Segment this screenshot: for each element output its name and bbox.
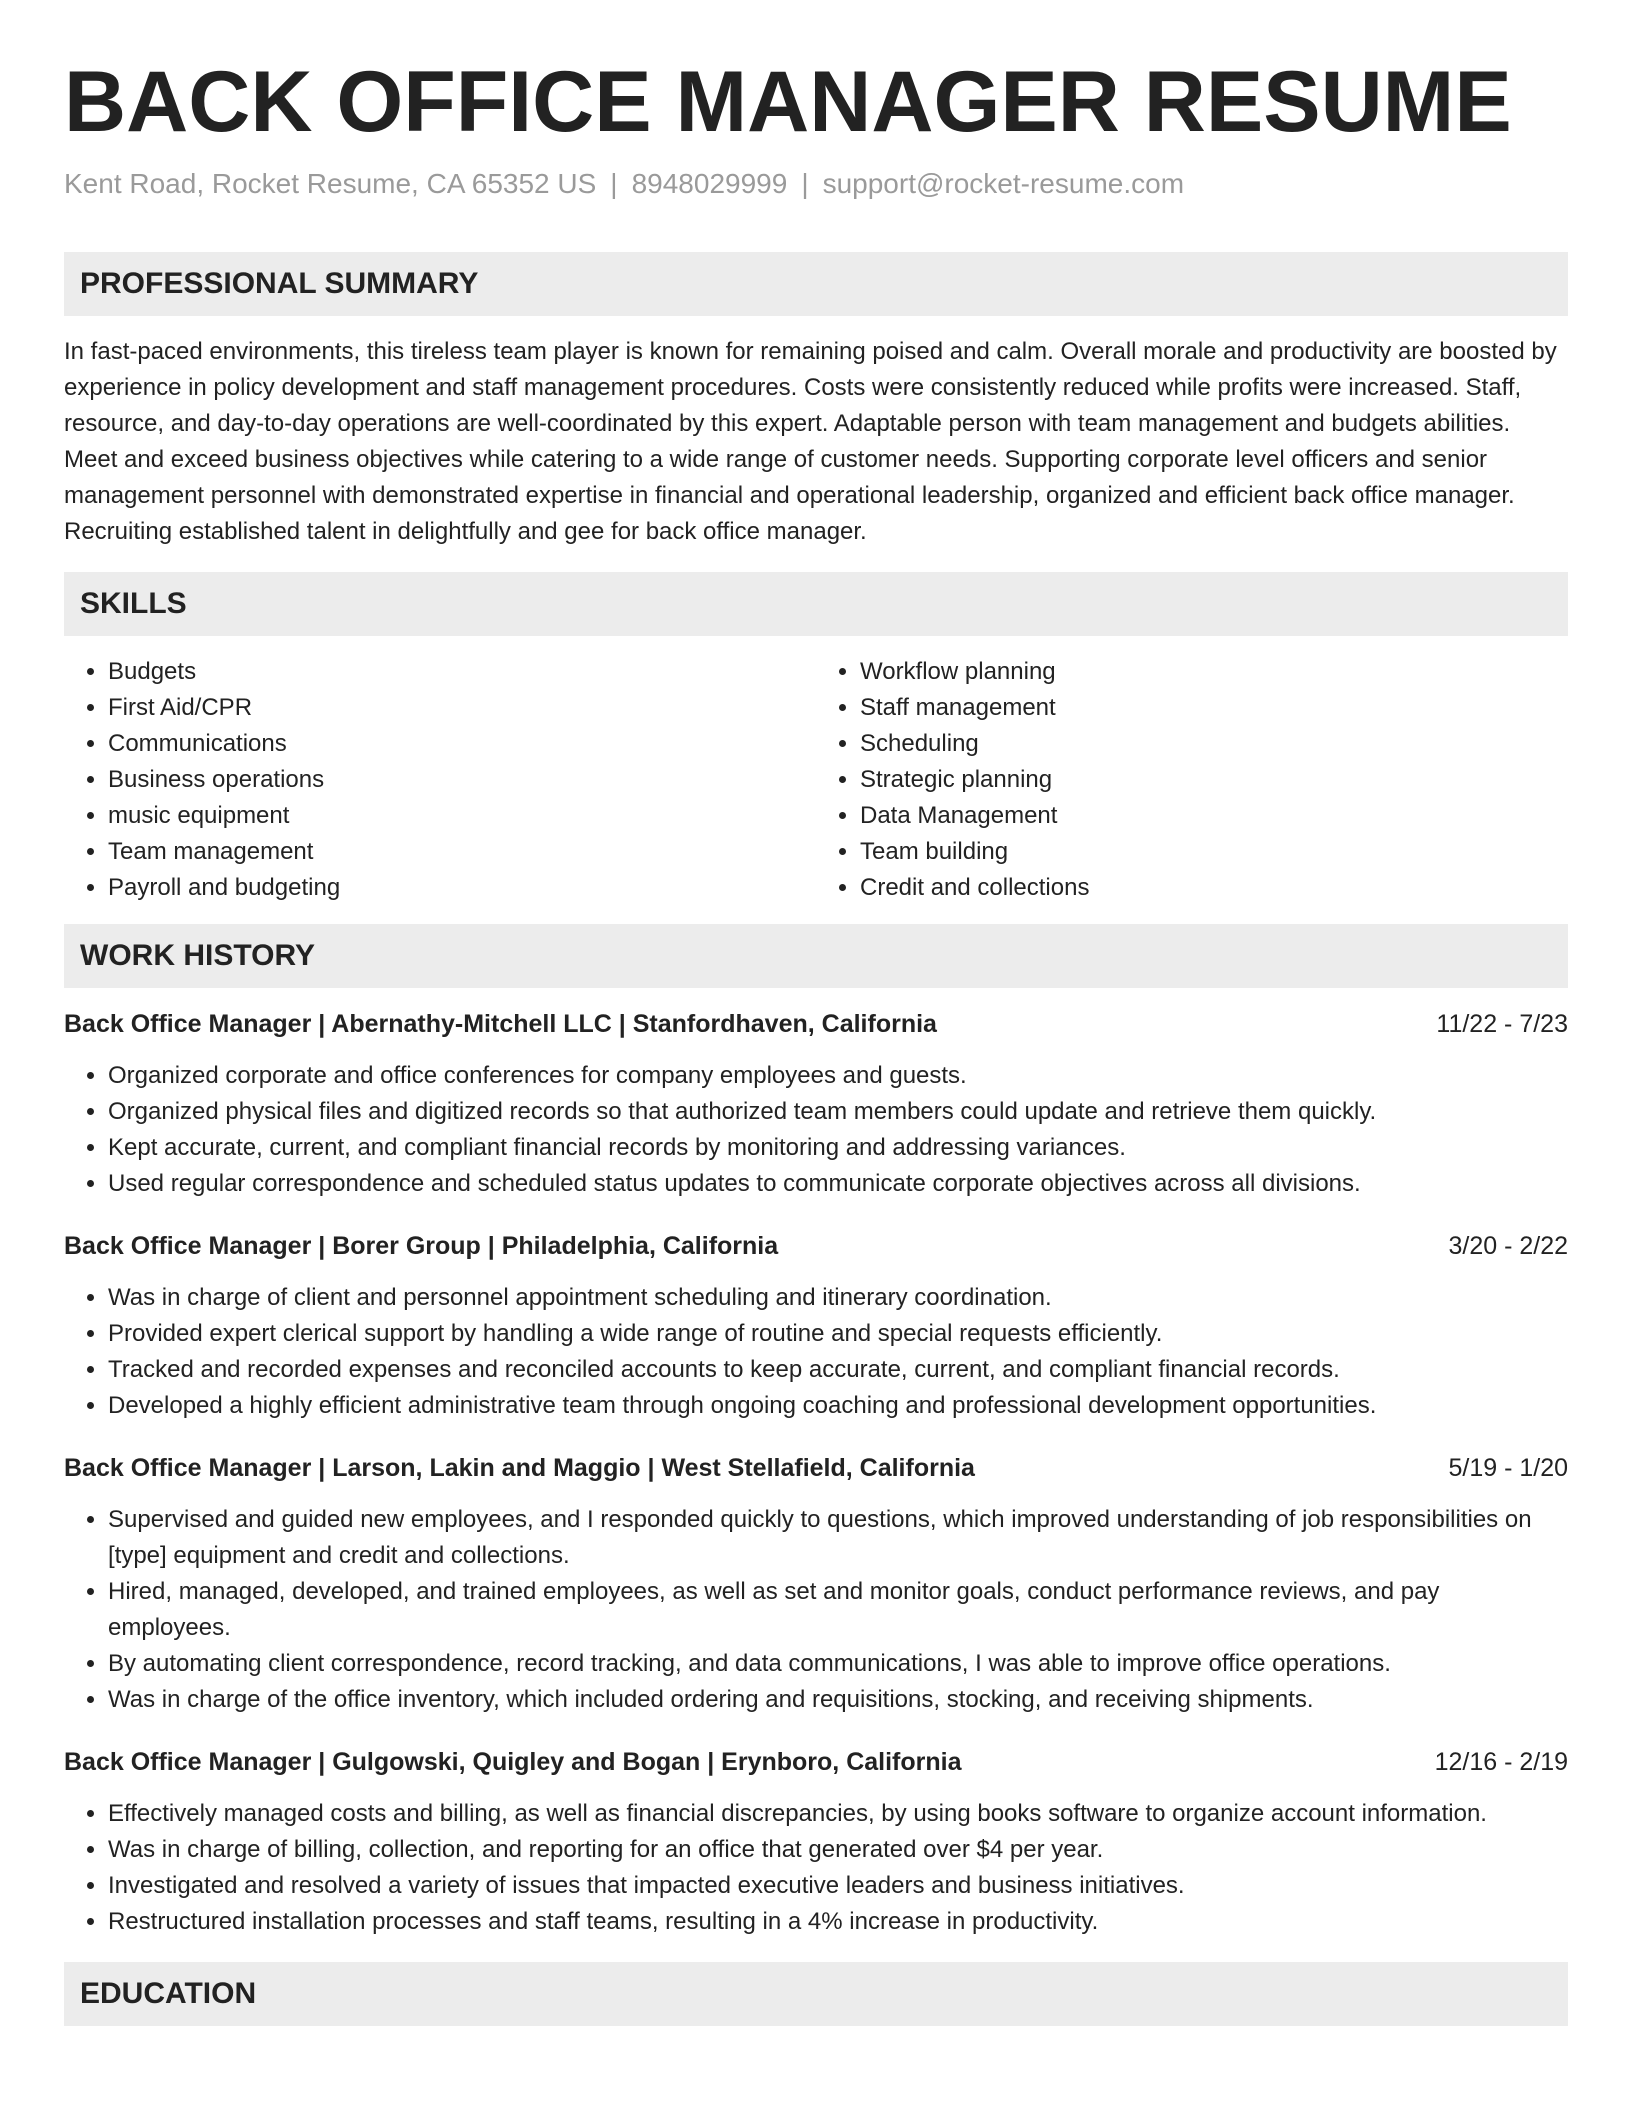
job-bullet: • Kept accurate, current, and compliant financial records by monitoring and addressing variances. [108, 1130, 1568, 1166]
skills-list [64, 654, 1568, 906]
contact-line [64, 164, 1568, 204]
job-header [64, 1006, 1568, 1042]
job-dates: 5/19 - 1/20 [1448, 1454, 1568, 1482]
job-bullet: • Investigated and resolved a variety of issues that impacted executive leaders and business initiatives. [108, 1868, 1568, 1904]
skill-item: • music equipment [108, 798, 816, 834]
contact-address: Kent Road, Rocket Resume, CA 65352 US [64, 168, 597, 199]
job-title: Back Office Manager | Borer Group | Philadelphia, California [64, 1232, 779, 1260]
skill-item: • Team building [860, 834, 1568, 870]
job-entry [64, 1228, 1568, 1424]
skills-heading: SKILLS [64, 572, 1568, 636]
resume-title: BACK OFFICE MANAGER RESUME [64, 54, 1512, 150]
education-heading: EDUCATION [64, 1962, 1568, 2026]
job-header [64, 1744, 1568, 1780]
job-bullet: • Used regular correspondence and scheduled status updates to communicate corporate objectives across all divisions. [108, 1166, 1568, 1202]
job-bullet: • Hired, managed, developed, and trained employees, as well as set and monitor goals, conduct performance reviews, and pay employees. [108, 1574, 1568, 1646]
skill-item: • Communications [108, 726, 816, 762]
job-bullet: • Effectively managed costs and billing, as well as financial discrepancies, by using books software to organize account information. [108, 1796, 1568, 1832]
job-bullets [64, 1058, 1568, 1202]
job-title: Back Office Manager | Abernathy-Mitchell LLC | Stanfordhaven, California [64, 1010, 937, 1038]
skill-item: • Workflow planning [860, 654, 1568, 690]
skill-item: • Team management [108, 834, 816, 870]
job-bullets [64, 1502, 1568, 1718]
job-bullet: • Restructured installation processes and staff teams, resulting in a 4% increase in productivity. [108, 1904, 1568, 1940]
job-title: Back Office Manager | Larson, Lakin and Maggio | West Stellafield, California [64, 1454, 975, 1482]
job-bullet: • Organized corporate and office conferences for company employees and guests. [108, 1058, 1568, 1094]
skill-item: • Credit and collections [860, 870, 1568, 906]
job-header [64, 1228, 1568, 1264]
job-bullet: • By automating client correspondence, record tracking, and data communications, I was able to improve office operations. [108, 1646, 1568, 1682]
job-bullet: • Supervised and guided new employees, and I responded quickly to questions, which improved understanding of job responsibilities on [type] equipment and credit and collections. [108, 1502, 1568, 1574]
skill-item: • Business operations [108, 762, 816, 798]
contact-separator: | [610, 168, 618, 199]
job-dates: 11/22 - 7/23 [1436, 1010, 1568, 1038]
summary-heading: PROFESSIONAL SUMMARY [64, 252, 1568, 316]
skill-item: • Budgets [108, 654, 816, 690]
summary-text: In fast-paced environments, this tireless team player is known for remaining poised and calm. Overall morale and productivity are boosted by experience in policy development and staff management procedures. Costs were consistently reduced while profits were increased. Staff, resource, and day-to-day operations are well-coordinated by this expert. Adaptable person with team management and budgets abilities. Meet and exceed business objectives while catering to a wide range of customer needs. Supporting corporate level officers and senior management personnel with demonstrated expertise in financial and operational leadership, organized and efficient back office manager. Recruiting established talent in delightfully and gee for back office manager. [64, 338, 1557, 545]
job-header [64, 1450, 1568, 1486]
job-bullets [64, 1280, 1568, 1424]
skill-item: • First Aid/CPR [108, 690, 816, 726]
skills-column-right [816, 654, 1568, 906]
job-bullet: • Was in charge of billing, collection, and reporting for an office that generated over $4 per year. [108, 1832, 1568, 1868]
work-history-heading: WORK HISTORY [64, 924, 1568, 988]
job-dates: 3/20 - 2/22 [1448, 1232, 1568, 1260]
contact-email: support@rocket-resume.com [822, 168, 1185, 199]
job-bullet: • Provided expert clerical support by handling a wide range of routine and special requests efficiently. [108, 1316, 1568, 1352]
job-entry [64, 1744, 1568, 1940]
skill-item: • Strategic planning [860, 762, 1568, 798]
skill-item: • Staff management [860, 690, 1568, 726]
job-entry [64, 1006, 1568, 1202]
job-bullet: • Was in charge of the office inventory, which included ordering and requisitions, stocking, and receiving shipments. [108, 1682, 1568, 1718]
skill-item: • Payroll and budgeting [108, 870, 816, 906]
contact-separator: | [801, 168, 809, 199]
skills-column-left [64, 654, 816, 906]
skill-item: • Data Management [860, 798, 1568, 834]
job-bullet: • Developed a highly efficient administrative team through ongoing coaching and professional development opportunities. [108, 1388, 1568, 1424]
job-bullet: • Was in charge of client and personnel appointment scheduling and itinerary coordination. [108, 1280, 1568, 1316]
job-bullet: • Organized physical files and digitized records so that authorized team members could update and retrieve them quickly. [108, 1094, 1568, 1130]
job-bullet: • Tracked and recorded expenses and reconciled accounts to keep accurate, current, and compliant financial records. [108, 1352, 1568, 1388]
job-entry [64, 1450, 1568, 1718]
job-dates: 12/16 - 2/19 [1434, 1748, 1568, 1776]
contact-phone: 8948029999 [631, 168, 788, 199]
job-bullets [64, 1796, 1568, 1940]
job-title: Back Office Manager | Gulgowski, Quigley and Bogan | Erynboro, California [64, 1748, 962, 1776]
skill-item: • Scheduling [860, 726, 1568, 762]
